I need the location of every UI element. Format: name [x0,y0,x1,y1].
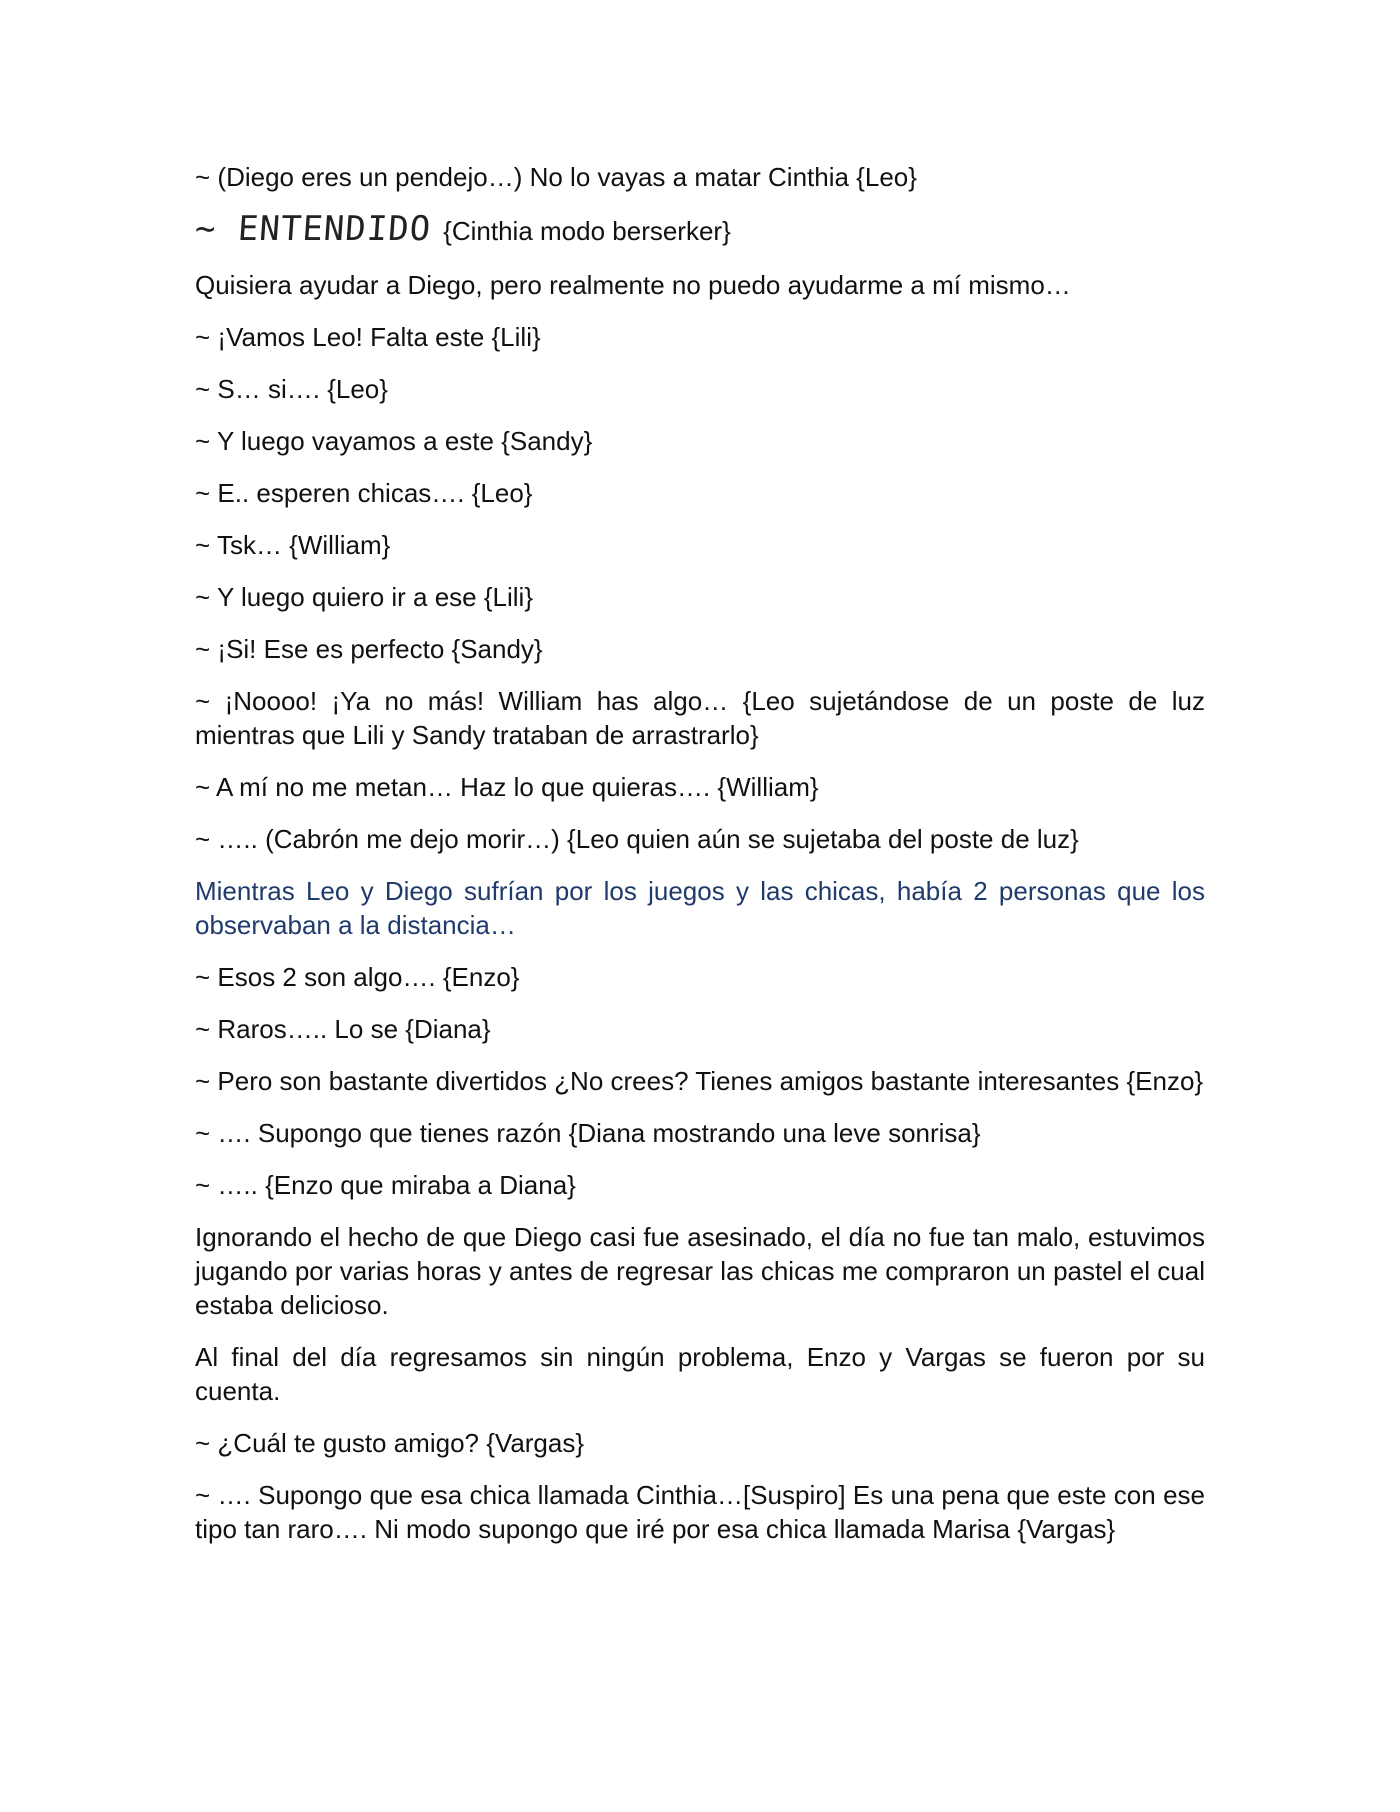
dialogue-line: ~ A mí no me metan… Haz lo que quieras…. {William} [195,772,819,802]
dialogue-line: ~ ¡Vamos Leo! Falta este {Lili} [195,322,541,352]
dialogue-line: ~ ¿Cuál te gusto amigo? {Vargas} [195,1428,585,1458]
dialogue-line: ~ Y luego vayamos a este {Sandy} [195,426,593,456]
dialogue-line: ~ ¡Noooo! ¡Ya no más! William has algo… {Leo sujetándose de un poste de luz mientras que Lili y Sandy trataban de arrastrarlo} [195,686,1205,750]
dialogue-line: ~ Raros….. Lo se {Diana} [195,1014,491,1044]
handwritten-text: ~ ENTENDIDO [193,209,433,249]
dialogue-line: ~ ….. {Enzo que miraba a Diana} [195,1170,576,1200]
dialogue-line: ~ Tsk… {William} [195,530,391,560]
dialogue-line: ~ (Diego eres un pendejo…) No lo vayas a matar Cinthia {Leo} [195,162,917,192]
dialogue-line: ~ Pero son bastante divertidos ¿No crees? Tienes amigos bastante interesantes {Enzo} [195,1066,1204,1096]
narration-paragraph: Quisiera ayudar a Diego, pero realmente no puedo ayudarme a mí mismo… [195,270,1071,300]
dialogue-line-handwritten [193,209,1205,249]
dialogue-line: ~ ¡Si! Ese es perfecto {Sandy} [195,634,543,664]
dialogue-line: ~ Y luego quiero ir a ese {Lili} [195,582,534,612]
dialogue-line: ~ …. Supongo que esa chica llamada Cinthia…[Suspiro] Es una pena que este con ese tipo tan raro…. Ni modo supongo que iré por esa chica llamada Marisa {Vargas} [195,1480,1205,1544]
dialogue-line: ~ ….. (Cabrón me dejo morir…) {Leo quien aún se sujetaba del poste de luz} [195,824,1079,854]
speaker-tag: {Cinthia modo berserker} [443,216,731,246]
dialogue-line: ~ Esos 2 son algo…. {Enzo} [195,962,520,992]
document-page [195,160,1205,1564]
narration-paragraph-blue: Mientras Leo y Diego sufrían por los juegos y las chicas, había 2 personas que los observaban a la distancia… [195,876,1205,940]
dialogue-line: ~ S… si…. {Leo} [195,374,388,404]
dialogue-line: ~ E.. esperen chicas…. {Leo} [195,478,533,508]
dialogue-line: ~ …. Supongo que tienes razón {Diana mostrando una leve sonrisa} [195,1118,981,1148]
narration-paragraph: Ignorando el hecho de que Diego casi fue asesinado, el día no fue tan malo, estuvimos jugando por varias horas y antes de regresar las chicas me compraron un pastel el cual estaba delicioso. [195,1222,1205,1320]
narration-paragraph: Al final del día regresamos sin ningún problema, Enzo y Vargas se fueron por su cuenta. [195,1342,1205,1406]
